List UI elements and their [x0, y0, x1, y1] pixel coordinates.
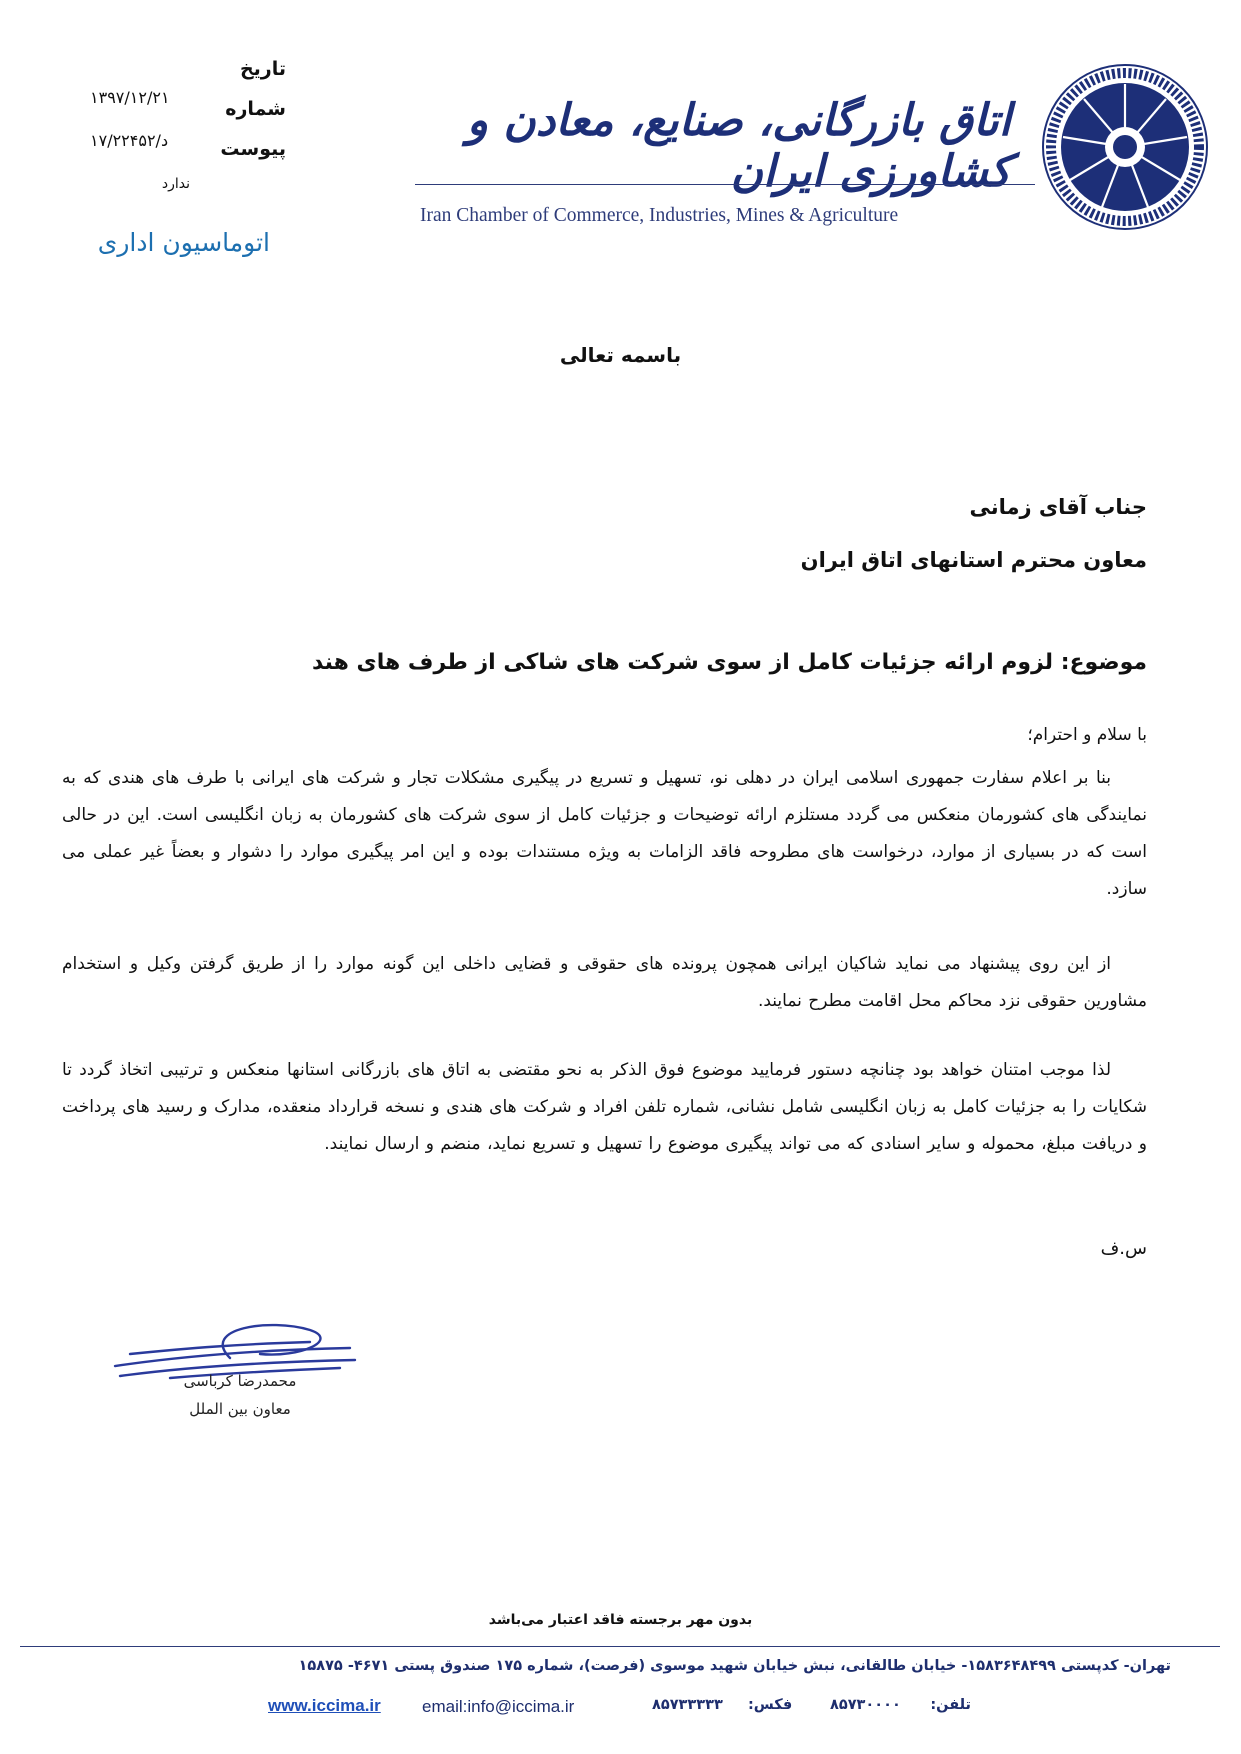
organization-name-english: Iran Chamber of Commerce, Industries, Mines & Agriculture: [420, 205, 899, 226]
greeting: با سلام و احترام؛: [1027, 725, 1147, 745]
recipient-name: جناب آقای زمانی: [969, 495, 1147, 519]
footer-divider: [20, 1646, 1220, 1647]
date-value: ۱۳۹۷/۱۲/۲۱: [90, 88, 170, 107]
website-link[interactable]: www.iccima.ir: [268, 1696, 381, 1715]
paragraph-2: از این روی پیشنهاد می نماید شاکیان ایرانی همچون پرونده های حقوقی و قضایی داخلی این گونه موارد را از طریق گرفتن وکیل و استخدام مشاورین حقوقی نزد محاکم محل اقامت مطرح نمایند.: [62, 954, 1147, 1011]
fax-label: فکس:: [748, 1697, 793, 1713]
attachment-label: پیوست: [220, 138, 286, 160]
paragraph-1: بنا بر اعلام سفارت جمهوری اسلامی ایران در دهلی نو، تسهیل و تسریع در پیگیری مشکلات تجار و شرکت های ایرانی با طرف های هندی که به نمایندگی های کشورمان منعکس می گردد مستلزم ارائه توضیحات و جزئیات کامل از سوی شرکت های کشورمان به زبان انگلیسی است. این در حالی است که در بسیاری از موارد، درخواست های مطروحه فاقد الزامات به ویژه مستندات بوده و این امر پیگیری موارد را دشوار و بعضاً غیر عملی می سازد.: [62, 768, 1147, 899]
fax-number: ۸۵۷۳۳۳۳۳: [652, 1697, 723, 1713]
attachment-value: ندارد: [161, 176, 190, 192]
validity-note: بدون مهر برجسته فاقد اعتبار می‌باشد: [488, 1612, 753, 1628]
letter-heading: باسمه تعالی: [559, 343, 682, 367]
recipient-title: معاون محترم استانهای اتاق ایران: [800, 548, 1147, 572]
chamber-logo: [1040, 62, 1210, 232]
letter-subject: موضوع: لزوم ارائه جزئیات کامل از سوی شرکت های شاکی از طرف های هند: [311, 650, 1147, 675]
signatory-name: محمدرضا کرباسی: [183, 1372, 297, 1390]
header-divider: [415, 184, 1035, 185]
date-label: تاریخ: [239, 58, 286, 80]
email-address[interactable]: email:info@iccima.ir: [422, 1697, 575, 1716]
paragraph-3: لذا موجب امتنان خواهد بود چنانچه دستور فرمایید موضوع فوق الذکر به نحو مقتضی به اتاق های بازرگانی استانها منعکس و ترتیبی اتخاذ گردد تا شکایات را به جزئیات کامل به زبان انگلیسی شامل نشانی، شماره تلفن افراد و شرکت های هندی و نسخه قرارداد منعقده، مدارک و رسید های پرداخت و دریافت مبلغ، محموله و سایر اسنادی که می تواند پیگیری موضوع را تسهیل و تسریع نماید، منضم و ارسال نمایند.: [62, 1060, 1147, 1154]
office-automation-label: اتوماسیون اداری: [97, 228, 270, 257]
signatory-title: معاون بین الملل: [189, 1400, 291, 1418]
phone-label: تلفن:: [930, 1697, 971, 1713]
number-label: شماره: [225, 98, 286, 120]
postal-address: تهران- کدپستی ۱۵۸۳۶۴۸۴۹۹- خیابان طالقانی، نبش خیابان شهید موسوی (فرصت)، شماره ۱۷۵ صندوق پستی ۴۶۷۱- ۱۵۸۷۵: [298, 1658, 1171, 1674]
organization-name-persian: اتاق بازرگانی، صنایع، معادن و کشاورزی ایران: [466, 95, 1011, 197]
number-value: ۱۷/۲۲۴۵۲/د: [90, 131, 169, 150]
typist-initials: س.ف: [1100, 1238, 1147, 1259]
phone-number: ۸۵۷۳۰۰۰۰: [830, 1697, 901, 1713]
